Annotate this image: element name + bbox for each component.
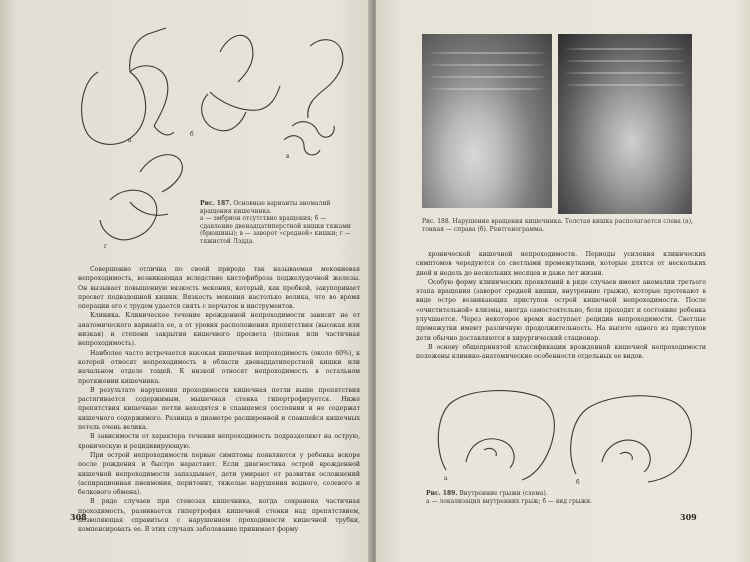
figure-189-caption xyxy=(426,490,656,505)
paragraph: Особую форму клинических проявлений в ряде случаев имеют аномалии третьего этапа вращения (заворот средней кишки, внутренние грыжи), которые протекают в виде остро возникающих приступов острой кишечной непроходимости. После «очистительной» клизмы, иногда самостоятельно, боли проходят и состояние ребенка улучшается. Через некоторое время наступает рецидив непроходимости. Светлые промежутки имеют различную продолжительность. На высоте одного из приступов дети обычно доставляются в хирургический стационар. xyxy=(416,278,706,342)
caption-legend: а — эмбрион отсутствие вращения; б — сдавление двенадцатиперстной кишки тяжами (брюшины); в — заворот «средней» кишки; г — тяжистой Лэдда. xyxy=(200,215,351,245)
caption-title: Основные варианты аномалий вращения кишечника. xyxy=(200,200,331,215)
figure-189-drawings xyxy=(426,380,706,488)
paragraph: В основу общепринятой классификации врожденной кишечной непроходимости положены клинико-анатомические особенности отдельных ее видов. xyxy=(416,343,706,361)
figure-188-caption xyxy=(422,218,700,233)
paragraph: Совершенно отлична по своей природе так называемая мекониевая непроходимость, возникающая вследствие кистофиброза поджелудочной железы. Он вызывает повышенную вязкость мекония, который, как пробкой, закупоривает просвет подвздошной кишки. Вязкость мекония настолько велика, что во время операции его с трудом удается снять с перчаток и инструментов. xyxy=(78,266,360,311)
paragraph: Клиника. Клиническое течение врожденной непроходимости зависит не от анатомического варианта ее, а от уровня расположения препятствия (высокая или низкая) и степени закрытия кишечного просвета (полная или частичная непроходимость). xyxy=(78,312,360,348)
paragraph: В зависимости от характера течения непроходимость подразделяют на острую, хроническую и рецидивирующую. xyxy=(78,433,360,450)
left-page xyxy=(0,0,372,562)
paragraph: В результате нарушения проходимости кишечная петли выше препятствия растягивается содержимым, мышечная стенка гипертрофируется. Ниже препятствия кишечные петли находятся в спавшемся состоянии и не содержат кишечного содержимого. Разница в диаметре расширенной и спавшейся кишечных петель очень велика. xyxy=(78,386,360,432)
label-v: в xyxy=(286,153,290,160)
page-number-left: 308 xyxy=(70,512,87,522)
internal-hernia-drawings xyxy=(426,380,706,488)
paragraph: При острой непроходимости первые симптомы появляются у ребенка вскоре после рождения и быстро нарастают. Если диагностика острой врожденной кишечной непроходимости запаздывает, дети умирают от развития осложнений (аспирационная пневмония, перитонит, тяжелые нарушения водного, солевого и белкового обмена). xyxy=(78,451,360,497)
right-page xyxy=(376,0,750,562)
label-b: б xyxy=(576,479,580,486)
label-a: а xyxy=(444,475,448,482)
right-text-column xyxy=(416,250,706,362)
label-b: б xyxy=(190,131,194,138)
paragraph: Наиболее часто встречается высокая кишечная непроходимость (около 60%), к которой относят непроходимость в области двенадцатиперстной кишки или начальном отделе тощей. К низкой относят непроходимость в остальном протяжении кишечника. xyxy=(78,349,360,385)
caption-lead: Рис. 189. xyxy=(426,490,458,497)
left-text-column xyxy=(78,265,360,535)
caption-text: Рис. 188. Нарушение вращения кишечника. Толстая кишка располагается слева (а), тонкая — справа (б). Рентгенограмма. xyxy=(422,218,693,233)
xray-image-b xyxy=(558,34,692,214)
page-number-right: 309 xyxy=(680,512,697,522)
label-g: г xyxy=(104,243,108,250)
caption-title: Внутренние грыжи (схема). xyxy=(459,490,548,497)
caption-legend: а — локализация внутренних грыж; б — вид грыжи. xyxy=(426,497,593,505)
label-a: а xyxy=(128,137,132,144)
xray-image-a xyxy=(422,34,552,208)
paragraph: В ряде случаев при стенозах кишечника, когда сохранена частичная проходимость, развивается гипертрофия кишечной стенки над препятствием, позволяющая справиться с нарушением проходимости кишечной трубки, компенсировать ее. В этих случаях заболевание принимает форму xyxy=(78,498,360,534)
figure-187-caption xyxy=(200,200,360,245)
paragraph: хронической кишечной непроходимости. Периоды усиления клинических симптомов чередуются со светлыми промежутками, которые длятся от нескольких дней и недель до нескольких месяцев и даже лет жизни. xyxy=(416,251,706,277)
caption-lead: Рис. 187. xyxy=(200,200,232,207)
